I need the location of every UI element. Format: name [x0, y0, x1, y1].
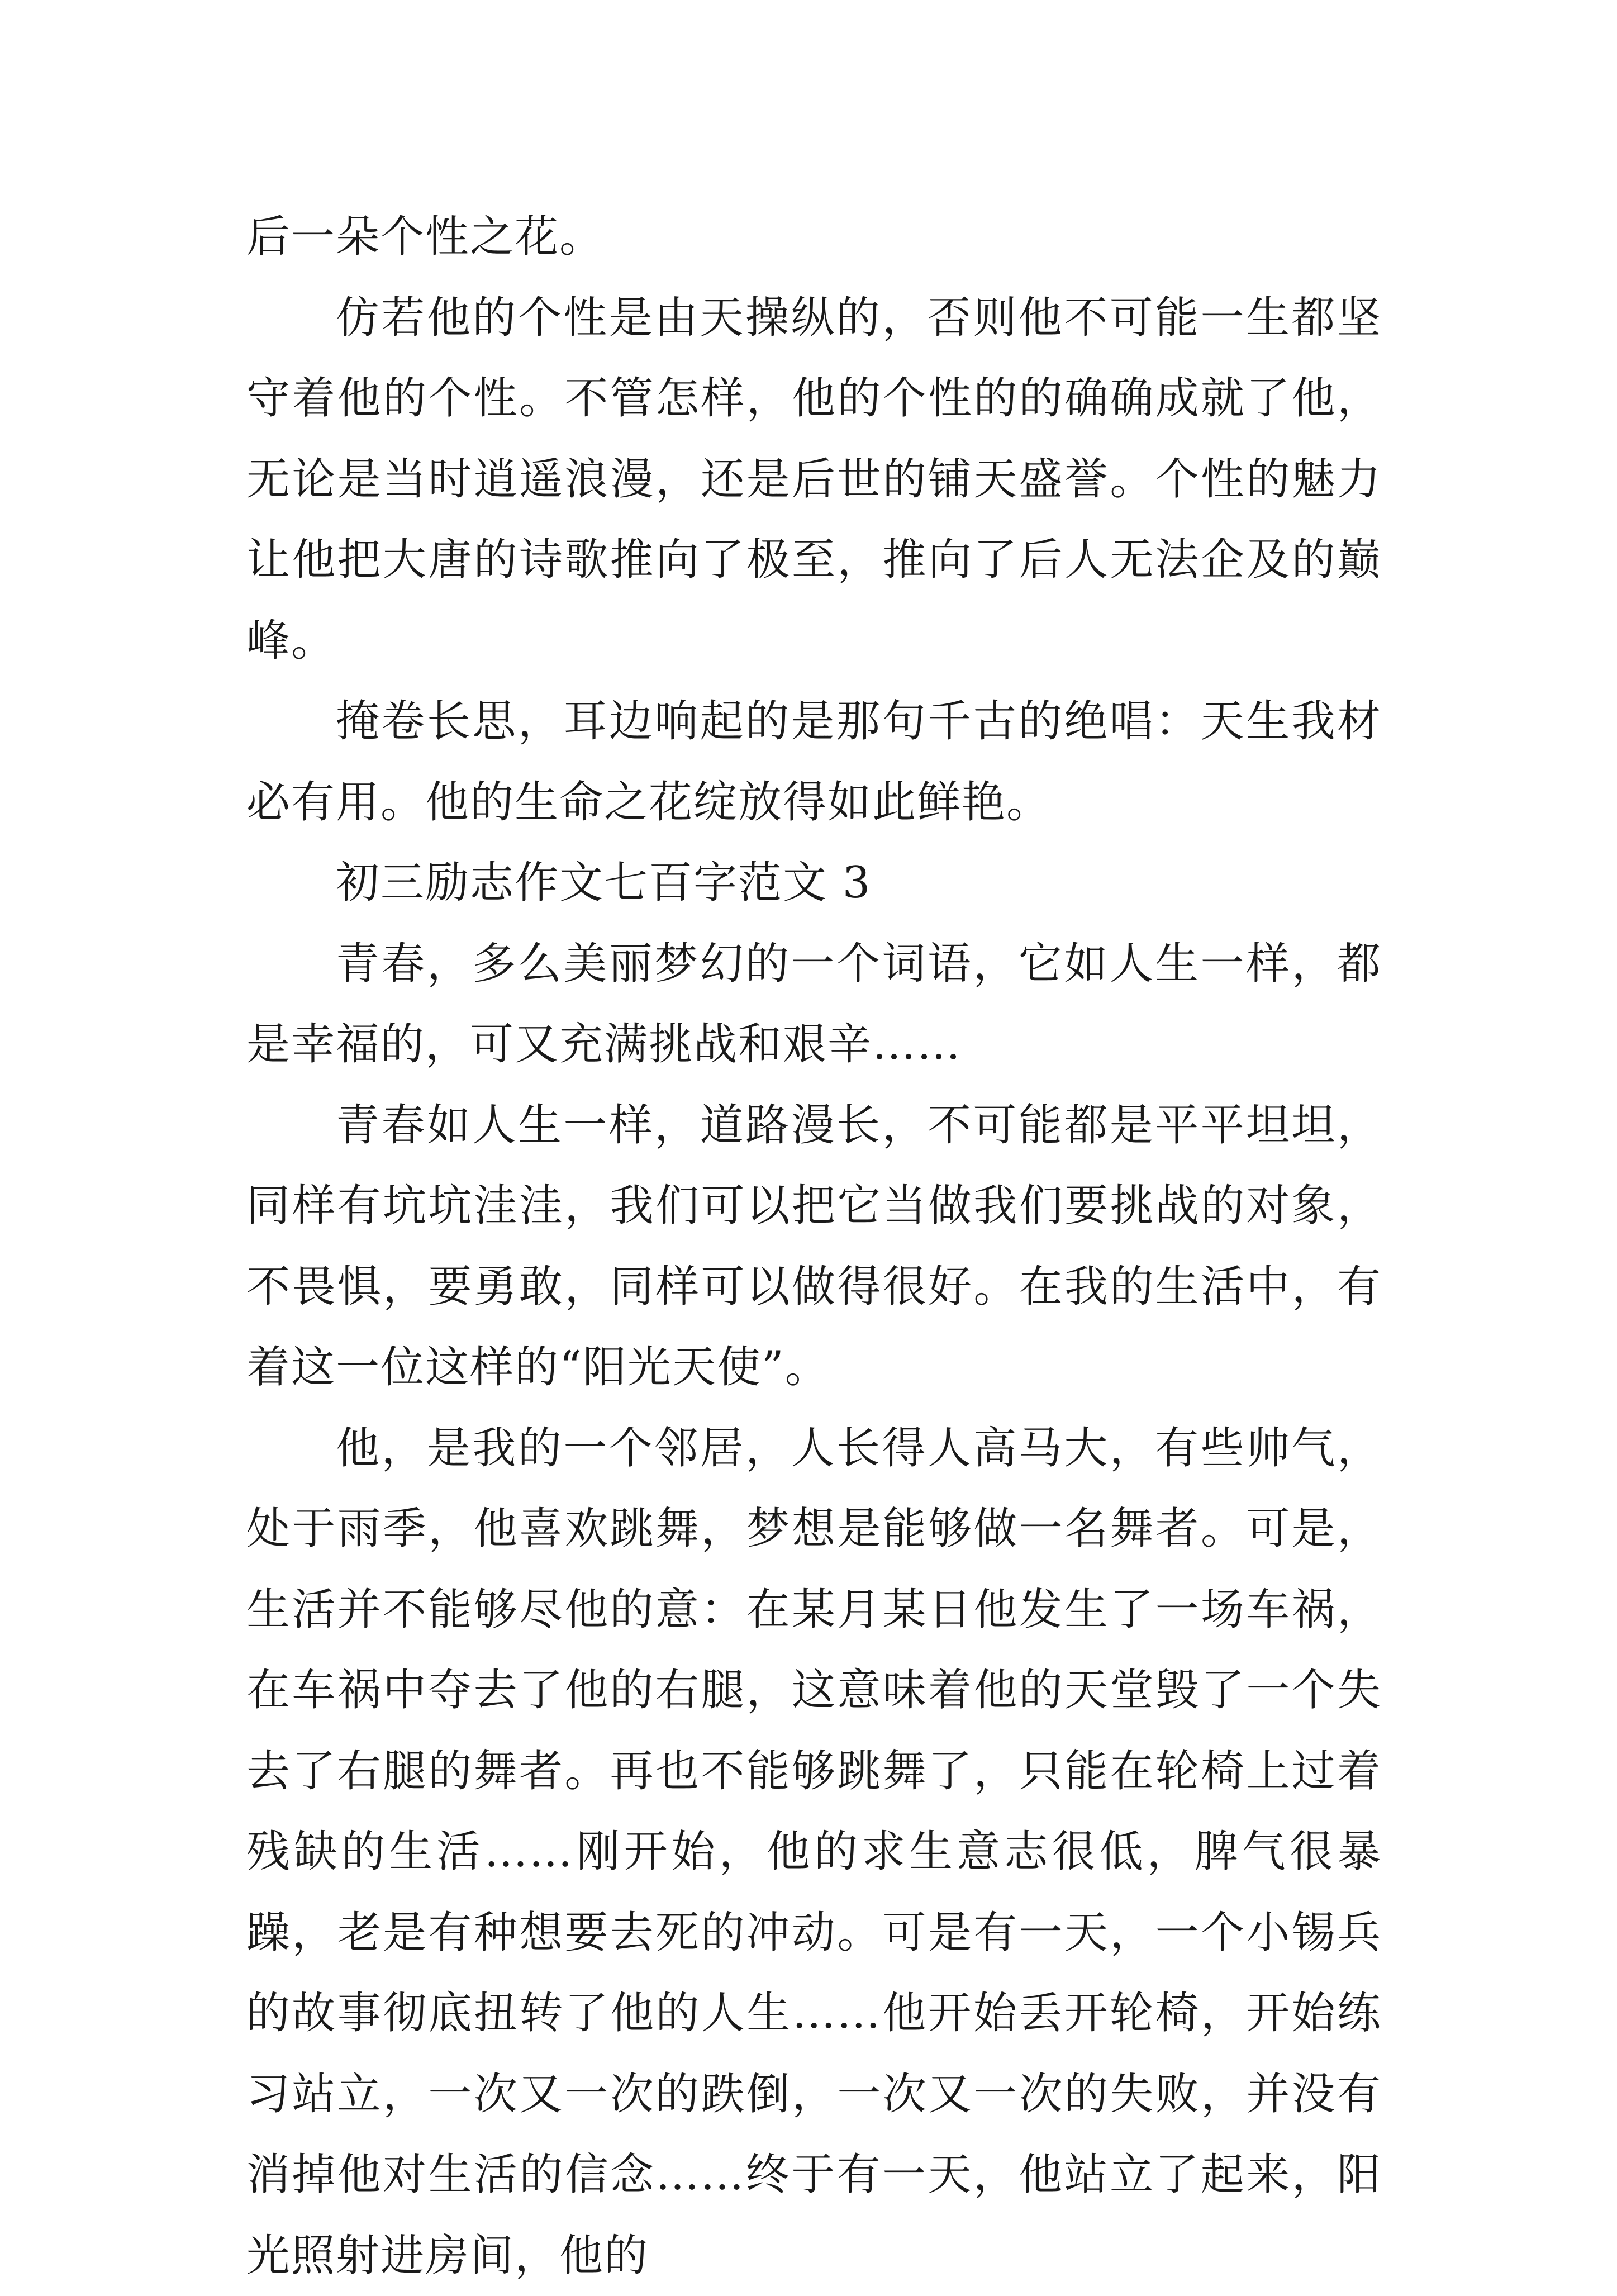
paragraph-4: 青春，多么美丽梦幻的一个词语，它如人生一样，都是幸福的，可又充满挑战和艰辛…… — [246, 924, 1382, 1085]
section-title: 初三励志作文七百字范文 3 — [246, 843, 1382, 924]
paragraph-2: 仿若他的个性是由天操纵的，否则他不可能一生都坚守着他的个性。不管怎样，他的个性的的确确成就了他，无论是当时逍遥浪漫，还是后世的铺天盛誉。个性的魅力让他把大唐的诗歌推向了极至，推向了后人无法企及的巅峰。 — [246, 278, 1382, 682]
paragraph-6: 他，是我的一个邻居，人长得人高马大，有些帅气，处于雨季，他喜欢跳舞，梦想是能够做一名舞者。可是，生活并不能够尽他的意：在某月某日他发生了一场车祸，在车祸中夺去了他的右腿，这意味着他的天堂毁了一个失去了右腿的舞者。再也不能够跳舞了，只能在轮椅上过着残缺的生活……刚开始，他的求生意志很低，脾气很暴躁，老是有种想要去死的冲动。可是有一天，一个小锡兵的故事彻底扭转了他的人生……他开始丢开轮椅，开始练习站立，一次又一次的跌倒，一次又一次的失败，并没有消掉他对生活的信念……终于有一天，他站立了起来，阳光照射进房间，他的 — [246, 1408, 1382, 2296]
paragraph-3: 掩卷长思，耳边响起的是那句千古的绝唱：天生我材必有用。他的生命之花绽放得如此鲜艳。 — [246, 681, 1382, 843]
document-body — [246, 197, 1382, 2296]
paragraph-1: 后一朵个性之花。 — [246, 197, 1382, 278]
paragraph-5: 青春如人生一样，道路漫长，不可能都是平平坦坦，同样有坑坑洼洼，我们可以把它当做我们要挑战的对象，不畏惧，要勇敢，同样可以做得很好。在我的生活中，有着这一位这样的“阳光天使”。 — [246, 1085, 1382, 1408]
